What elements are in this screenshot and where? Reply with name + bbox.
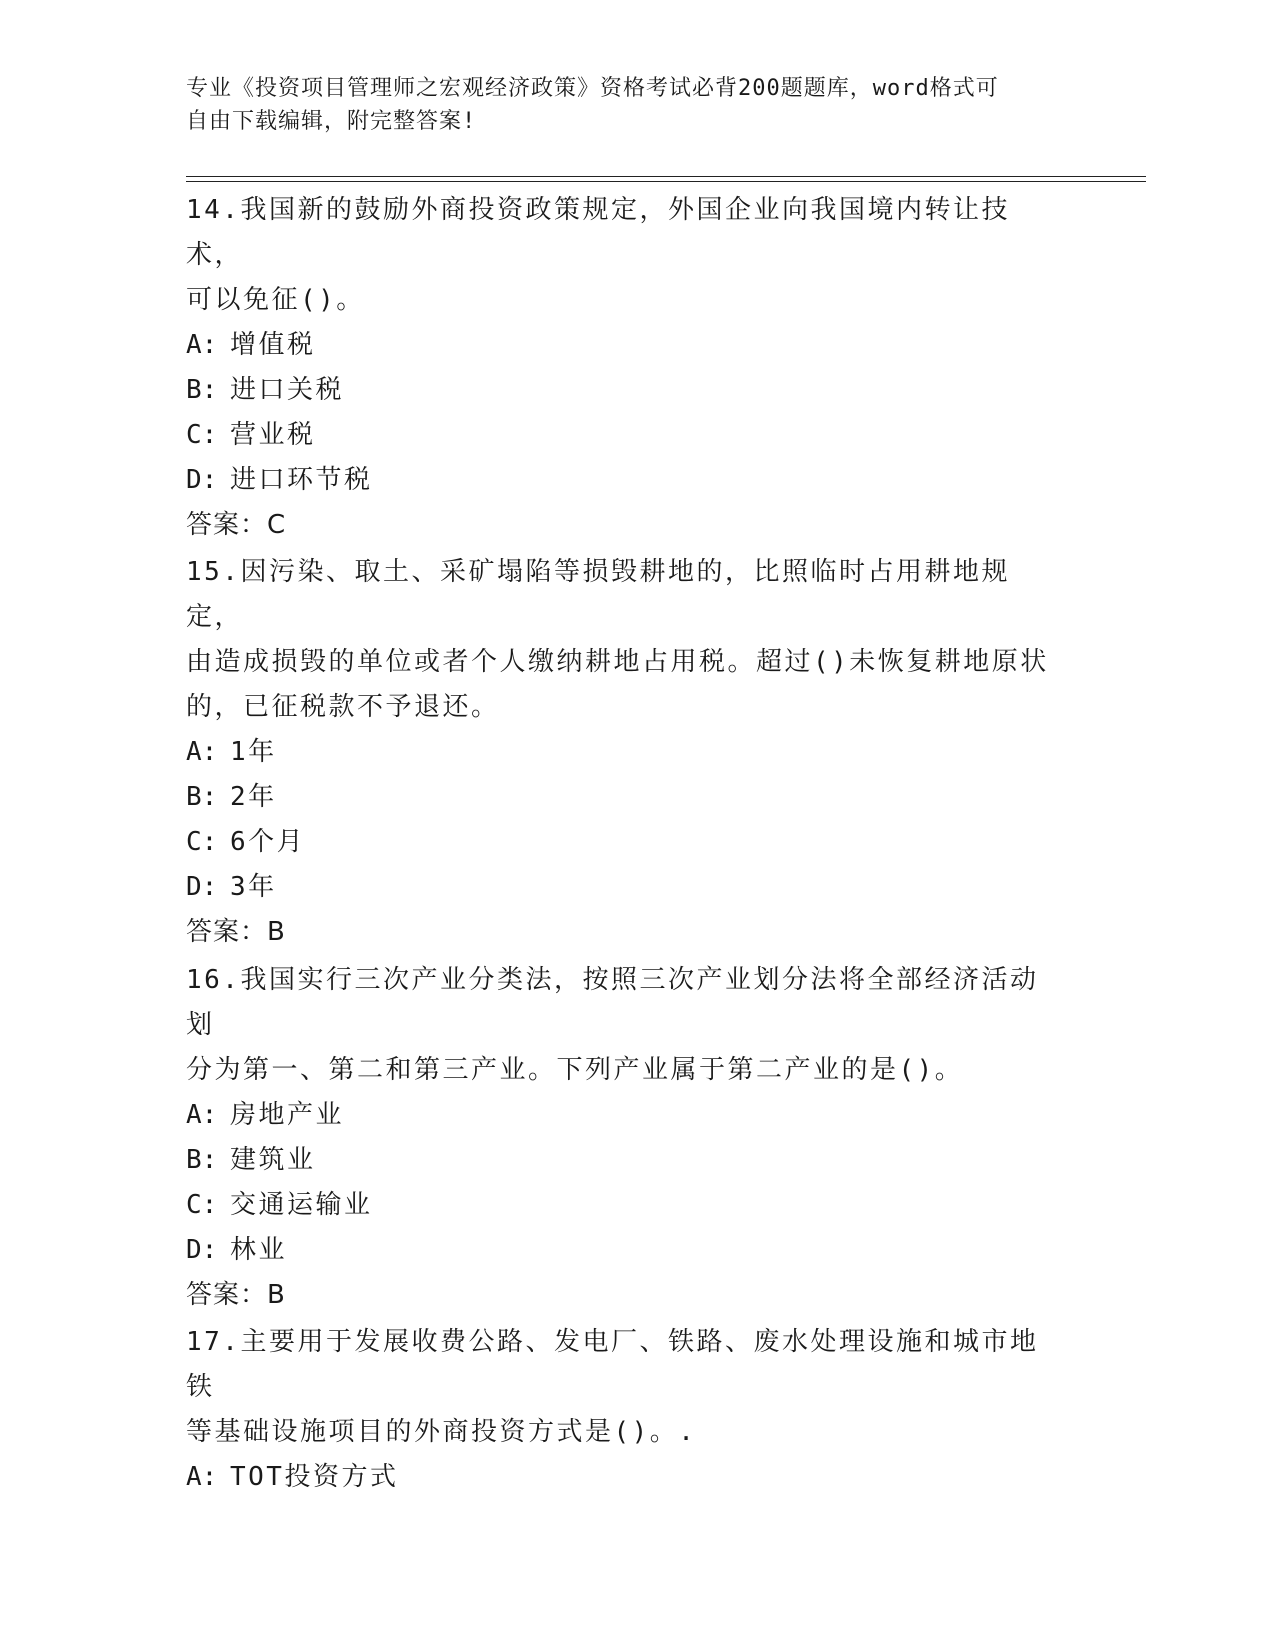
- option-a: [186, 323, 1066, 368]
- question-15: [186, 550, 1066, 955]
- question-14: [186, 188, 1066, 548]
- option-letter: A:: [186, 330, 218, 360]
- question-stem-line: 17.主要用于发展收费公路、发电厂、铁路、废水处理设施和城市地铁: [186, 1327, 1039, 1402]
- question-stem-line: 15.因污染、取土、采矿塌陷等损毁耕地的，比照临时占用耕地规定，: [186, 557, 1010, 632]
- option-letter: B:: [186, 782, 218, 812]
- option-text: 房地产业: [230, 1100, 345, 1130]
- option-text: 3年: [230, 872, 277, 902]
- answer-line: 答案：B: [186, 1280, 286, 1310]
- answer-line: 答案：C: [186, 510, 287, 540]
- question-17: [186, 1320, 1066, 1500]
- option-letter: C:: [186, 420, 218, 450]
- question-stem-line: 等基础设施项目的外商投资方式是()。.: [186, 1417, 697, 1447]
- option-c: [186, 1183, 1066, 1228]
- option-letter: C:: [186, 827, 218, 857]
- question-stem-line: 的，已征税款不予退还。: [186, 692, 500, 722]
- option-text: TOT投资方式: [230, 1462, 399, 1492]
- option-letter: B:: [186, 1145, 218, 1175]
- header-divider-bottom: [186, 181, 1146, 182]
- option-letter: A:: [186, 1462, 218, 1492]
- option-text: 交通运输业: [230, 1190, 373, 1220]
- header-line-2: 自由下载编辑，附完整答案!: [186, 109, 477, 134]
- option-text: 增值税: [230, 330, 316, 360]
- option-b: [186, 368, 1066, 413]
- option-b: [186, 775, 1066, 820]
- option-text: 1年: [230, 737, 277, 767]
- question-stem-line: 可以免征()。: [186, 285, 365, 315]
- option-text: 林业: [230, 1235, 288, 1265]
- option-d: [186, 458, 1066, 503]
- option-text: 营业税: [230, 420, 316, 450]
- question-stem-line: 14.我国新的鼓励外商投资政策规定，外国企业向我国境内转让技术，: [186, 195, 1010, 270]
- option-a: [186, 730, 1066, 775]
- option-letter: D:: [186, 872, 218, 902]
- option-text: 6个月: [230, 827, 306, 857]
- option-c: [186, 413, 1066, 458]
- option-text: 进口环节税: [230, 465, 373, 495]
- option-b: [186, 1138, 1066, 1183]
- header-divider-top: [186, 176, 1146, 177]
- option-a: [186, 1455, 1066, 1500]
- option-c: [186, 820, 1066, 865]
- option-letter: A:: [186, 1100, 218, 1130]
- option-letter: D:: [186, 465, 218, 495]
- option-letter: C:: [186, 1190, 218, 1220]
- option-letter: B:: [186, 375, 218, 405]
- option-text: 2年: [230, 782, 277, 812]
- question-16: [186, 958, 1066, 1318]
- question-stem-line: 分为第一、第二和第三产业。下列产业属于第二产业的是()。: [186, 1055, 964, 1085]
- answer-line: 答案：B: [186, 917, 286, 947]
- option-d: [186, 1228, 1066, 1273]
- question-stem-line: 由造成损毁的单位或者个人缴纳耕地占用税。超过()未恢复耕地原状: [186, 647, 1049, 677]
- option-letter: D:: [186, 1235, 218, 1265]
- document-header: [186, 72, 1066, 138]
- option-d: [186, 865, 1066, 910]
- option-text: 建筑业: [230, 1145, 316, 1175]
- option-letter: A:: [186, 737, 218, 767]
- header-line-1: 专业《投资项目管理师之宏观经济政策》资格考试必背200题题库，word格式可: [186, 76, 999, 101]
- question-stem-line: 16.我国实行三次产业分类法，按照三次产业划分法将全部经济活动划: [186, 965, 1039, 1040]
- option-a: [186, 1093, 1066, 1138]
- option-text: 进口关税: [230, 375, 345, 405]
